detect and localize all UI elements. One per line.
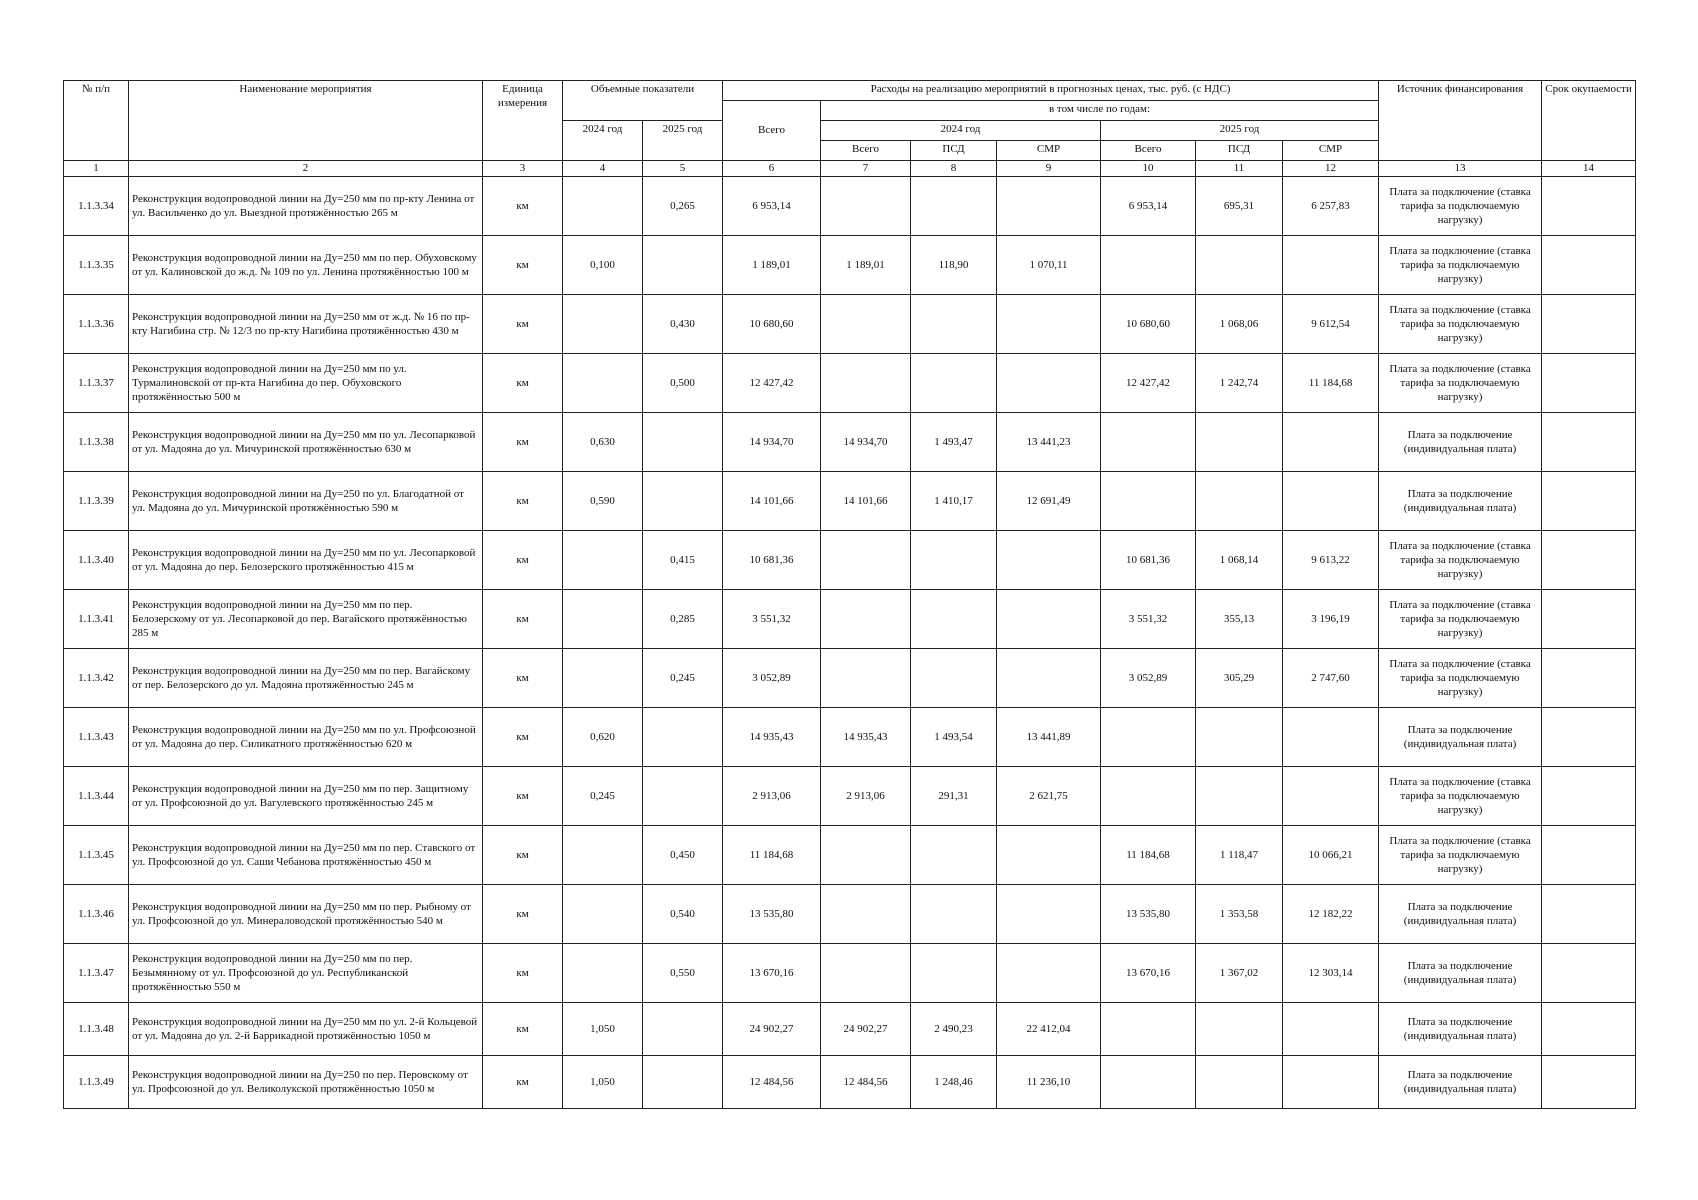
table-row (64, 649, 1636, 708)
cost-psd-2025: 1 118,47 (1196, 826, 1283, 885)
cost-psd-2025 (1196, 767, 1283, 826)
table-row (64, 826, 1636, 885)
volume-2025 (643, 708, 723, 767)
unit-cell: км (483, 531, 563, 590)
unit-cell: км (483, 236, 563, 295)
funding-source: Плата за подключение (индивидуальная плата) (1379, 708, 1542, 767)
volume-2025: 0,500 (643, 354, 723, 413)
payback-period (1542, 472, 1636, 531)
col-number: 11 (1196, 161, 1283, 177)
cost-psd-2025 (1196, 708, 1283, 767)
cost-total: 10 680,60 (723, 295, 821, 354)
table-row (64, 295, 1636, 354)
cost-smr-2024 (997, 590, 1101, 649)
cost-psd-2025: 1 367,02 (1196, 944, 1283, 1003)
measure-name: Реконструкция водопроводной линии на Ду=250 мм по ул. Лесопарковой от ул. Мадояна до пер. Белозерского протяжённостью 415 м (129, 531, 483, 590)
volume-2025: 0,430 (643, 295, 723, 354)
cost-psd-2025 (1196, 236, 1283, 295)
volume-2025 (643, 413, 723, 472)
header-smr-2025: СМР (1283, 141, 1379, 161)
cost-total: 3 551,32 (723, 590, 821, 649)
volume-2024 (563, 944, 643, 1003)
cost-smr-2024 (997, 944, 1101, 1003)
payback-period (1542, 295, 1636, 354)
col-number: 2 (129, 161, 483, 177)
cost-total-2024 (821, 944, 911, 1003)
cost-psd-2025: 355,13 (1196, 590, 1283, 649)
cost-total-2024: 2 913,06 (821, 767, 911, 826)
header-total: Всего (723, 101, 821, 161)
volume-2025 (643, 472, 723, 531)
investment-program-table (63, 80, 1636, 1109)
cost-smr-2024 (997, 177, 1101, 236)
cost-psd-2024 (911, 531, 997, 590)
cost-smr-2024 (997, 885, 1101, 944)
table-row (64, 767, 1636, 826)
cost-smr-2024 (997, 826, 1101, 885)
measure-name: Реконструкция водопроводной линии на Ду=250 мм по ул. 2-й Кольцевой от ул. Мадояна до ул. 2-й Баррикадной протяжённостью 1050 м (129, 1003, 483, 1056)
measure-name: Реконструкция водопроводной линии на Ду=250 мм по пер. Белозерскому от ул. Лесопарковой до пер. Вагайского протяжённостью 285 м (129, 590, 483, 649)
cost-psd-2024: 291,31 (911, 767, 997, 826)
cost-total: 11 184,68 (723, 826, 821, 885)
measure-name: Реконструкция водопроводной линии на Ду=250 мм от ж.д. № 16 по пр-кту Нагибина стр. № 12/3 по пр-кту Нагибина протяжённостью 430 м (129, 295, 483, 354)
payback-period (1542, 826, 1636, 885)
row-number: 1.1.3.40 (64, 531, 129, 590)
funding-source: Плата за подключение (индивидуальная плата) (1379, 1056, 1542, 1109)
payback-period (1542, 649, 1636, 708)
volume-2025: 0,265 (643, 177, 723, 236)
cost-total-2025 (1101, 413, 1196, 472)
cost-smr-2024: 12 691,49 (997, 472, 1101, 531)
volume-2024 (563, 177, 643, 236)
cost-total-2025: 11 184,68 (1101, 826, 1196, 885)
cost-total: 10 681,36 (723, 531, 821, 590)
cost-total-2024 (821, 885, 911, 944)
funding-source: Плата за подключение (индивидуальная плата) (1379, 885, 1542, 944)
cost-smr-2025: 11 184,68 (1283, 354, 1379, 413)
row-number: 1.1.3.46 (64, 885, 129, 944)
cost-total-2025 (1101, 236, 1196, 295)
cost-total: 12 484,56 (723, 1056, 821, 1109)
cost-psd-2024: 1 248,46 (911, 1056, 997, 1109)
measure-name: Реконструкция водопроводной линии на Ду=250 по пер. Перовскому от ул. Профсоюзной до ул. Великолукской протяжённостью 1050 м (129, 1056, 483, 1109)
cost-psd-2024 (911, 295, 997, 354)
cost-smr-2025: 9 613,22 (1283, 531, 1379, 590)
cost-psd-2025 (1196, 413, 1283, 472)
cost-total-2025 (1101, 1003, 1196, 1056)
col-number: 9 (997, 161, 1101, 177)
funding-source: Плата за подключение (ставка тарифа за подключаемую нагрузку) (1379, 767, 1542, 826)
volume-2025: 0,285 (643, 590, 723, 649)
cost-total-2024: 14 101,66 (821, 472, 911, 531)
measure-name: Реконструкция водопроводной линии на Ду=250 мм по пер. Рыбному от ул. Профсоюзной до ул. Минераловодской протяжённостью 540 м (129, 885, 483, 944)
unit-cell: км (483, 413, 563, 472)
header-name: Наименование мероприятия (129, 81, 483, 161)
cost-total: 13 670,16 (723, 944, 821, 1003)
cost-psd-2024 (911, 885, 997, 944)
cost-smr-2025: 2 747,60 (1283, 649, 1379, 708)
header-vol-2025: 2025 год (643, 121, 723, 161)
cost-total-2024 (821, 590, 911, 649)
payback-period (1542, 1003, 1636, 1056)
cost-psd-2025: 1 242,74 (1196, 354, 1283, 413)
cost-smr-2024: 13 441,89 (997, 708, 1101, 767)
table-row (64, 590, 1636, 649)
unit-cell: км (483, 354, 563, 413)
row-number: 1.1.3.42 (64, 649, 129, 708)
cost-psd-2024: 2 490,23 (911, 1003, 997, 1056)
cost-total-2024 (821, 295, 911, 354)
volume-2024 (563, 590, 643, 649)
volume-2025 (643, 1056, 723, 1109)
measure-name: Реконструкция водопроводной линии на Ду=250 мм по ул. Профсоюзной от ул. Мадояна до пер. Силикатного протяжённостью 620 м (129, 708, 483, 767)
unit-cell: км (483, 649, 563, 708)
table-row (64, 1003, 1636, 1056)
row-number: 1.1.3.41 (64, 590, 129, 649)
cost-total: 12 427,42 (723, 354, 821, 413)
cost-smr-2024: 13 441,23 (997, 413, 1101, 472)
funding-source: Плата за подключение (ставка тарифа за подключаемую нагрузку) (1379, 590, 1542, 649)
cost-total-2025 (1101, 767, 1196, 826)
cost-total-2024: 14 935,43 (821, 708, 911, 767)
cost-total-2024 (821, 177, 911, 236)
cost-total: 14 934,70 (723, 413, 821, 472)
cost-total-2025: 10 680,60 (1101, 295, 1196, 354)
cost-psd-2025: 1 353,58 (1196, 885, 1283, 944)
volume-2024: 1,050 (563, 1056, 643, 1109)
unit-cell: км (483, 295, 563, 354)
header-costs: Расходы на реализацию мероприятий в прогнозных ценах, тыс. руб. (с НДС) (723, 81, 1379, 101)
cost-total-2025 (1101, 472, 1196, 531)
payback-period (1542, 354, 1636, 413)
cost-total: 14 935,43 (723, 708, 821, 767)
row-number: 1.1.3.36 (64, 295, 129, 354)
cost-smr-2024 (997, 531, 1101, 590)
volume-2024: 0,620 (563, 708, 643, 767)
cost-smr-2025 (1283, 708, 1379, 767)
payback-period (1542, 531, 1636, 590)
table-row (64, 236, 1636, 295)
unit-cell: км (483, 590, 563, 649)
col-number: 8 (911, 161, 997, 177)
cost-total: 1 189,01 (723, 236, 821, 295)
header-psd-2024: ПСД (911, 141, 997, 161)
col-number: 6 (723, 161, 821, 177)
cost-psd-2024 (911, 354, 997, 413)
payback-period (1542, 885, 1636, 944)
cost-total: 24 902,27 (723, 1003, 821, 1056)
funding-source: Плата за подключение (ставка тарифа за подключаемую нагрузку) (1379, 354, 1542, 413)
cost-psd-2025: 1 068,06 (1196, 295, 1283, 354)
cost-psd-2024 (911, 177, 997, 236)
cost-psd-2024 (911, 826, 997, 885)
cost-psd-2024: 1 410,17 (911, 472, 997, 531)
cost-total-2024 (821, 354, 911, 413)
col-number: 13 (1379, 161, 1542, 177)
cost-total-2024: 14 934,70 (821, 413, 911, 472)
funding-source: Плата за подключение (ставка тарифа за подключаемую нагрузку) (1379, 295, 1542, 354)
cost-psd-2025: 1 068,14 (1196, 531, 1283, 590)
volume-2024: 0,245 (563, 767, 643, 826)
table-row (64, 177, 1636, 236)
table-row (64, 354, 1636, 413)
cost-smr-2025: 12 182,22 (1283, 885, 1379, 944)
unit-cell: км (483, 885, 563, 944)
cost-psd-2024: 118,90 (911, 236, 997, 295)
funding-source: Плата за подключение (ставка тарифа за подключаемую нагрузку) (1379, 826, 1542, 885)
row-number: 1.1.3.43 (64, 708, 129, 767)
volume-2024 (563, 354, 643, 413)
unit-cell: км (483, 708, 563, 767)
payback-period (1542, 944, 1636, 1003)
volume-2025 (643, 236, 723, 295)
payback-period (1542, 236, 1636, 295)
volume-2025: 0,450 (643, 826, 723, 885)
cost-smr-2024: 22 412,04 (997, 1003, 1101, 1056)
cost-psd-2025: 695,31 (1196, 177, 1283, 236)
cost-smr-2025: 6 257,83 (1283, 177, 1379, 236)
cost-smr-2024: 1 070,11 (997, 236, 1101, 295)
cost-smr-2025 (1283, 1003, 1379, 1056)
unit-cell: км (483, 767, 563, 826)
unit-cell: км (483, 177, 563, 236)
header-total-2024: Всего (821, 141, 911, 161)
table-row (64, 944, 1636, 1003)
col-number: 5 (643, 161, 723, 177)
row-number: 1.1.3.44 (64, 767, 129, 826)
cost-psd-2024 (911, 649, 997, 708)
cost-smr-2024 (997, 295, 1101, 354)
volume-2025: 0,245 (643, 649, 723, 708)
cost-total: 2 913,06 (723, 767, 821, 826)
header-volume: Объемные показатели (563, 81, 723, 121)
payback-period (1542, 767, 1636, 826)
row-number: 1.1.3.37 (64, 354, 129, 413)
cost-total-2025: 3 551,32 (1101, 590, 1196, 649)
header-payback: Срок окупаемости (1542, 81, 1636, 161)
table-body (64, 177, 1636, 1109)
cost-psd-2025 (1196, 1056, 1283, 1109)
payback-period (1542, 1056, 1636, 1109)
cost-psd-2025 (1196, 1003, 1283, 1056)
header-unit: Единица измерения (483, 81, 563, 161)
cost-smr-2025: 12 303,14 (1283, 944, 1379, 1003)
volume-2024 (563, 885, 643, 944)
cost-total-2024 (821, 531, 911, 590)
volume-2025: 0,550 (643, 944, 723, 1003)
cost-smr-2025 (1283, 236, 1379, 295)
funding-source: Плата за подключение (ставка тарифа за подключаемую нагрузку) (1379, 531, 1542, 590)
header-num: № п/п (64, 81, 129, 161)
table-row (64, 531, 1636, 590)
cost-total-2025: 10 681,36 (1101, 531, 1196, 590)
cost-smr-2025 (1283, 1056, 1379, 1109)
measure-name: Реконструкция водопроводной линии на Ду=250 по ул. Благодатной от ул. Мадояна до ул. Мичуринской протяжённостью 590 м (129, 472, 483, 531)
cost-total: 14 101,66 (723, 472, 821, 531)
measure-name: Реконструкция водопроводной линии на Ду=250 мм по пер. Обуховскому от ул. Калиновской до ж.д. № 109 по ул. Ленина протяжённостью 100 м (129, 236, 483, 295)
volume-2024 (563, 826, 643, 885)
cost-total-2025: 12 427,42 (1101, 354, 1196, 413)
header-year-2024: 2024 год (821, 121, 1101, 141)
col-number: 7 (821, 161, 911, 177)
payback-period (1542, 590, 1636, 649)
table-row (64, 708, 1636, 767)
measure-name: Реконструкция водопроводной линии на Ду=250 мм по ул. Турмалиновской от пр-кта Нагибина до пер. Обуховского протяжённостью 500 м (129, 354, 483, 413)
volume-2024 (563, 531, 643, 590)
cost-total-2025: 13 535,80 (1101, 885, 1196, 944)
cost-total-2025: 3 052,89 (1101, 649, 1196, 708)
cost-smr-2025: 9 612,54 (1283, 295, 1379, 354)
col-number: 4 (563, 161, 643, 177)
funding-source: Плата за подключение (индивидуальная плата) (1379, 472, 1542, 531)
cost-psd-2024: 1 493,47 (911, 413, 997, 472)
cost-psd-2025 (1196, 472, 1283, 531)
cost-smr-2024 (997, 649, 1101, 708)
header-total-2025: Всего (1101, 141, 1196, 161)
volume-2025 (643, 1003, 723, 1056)
measure-name: Реконструкция водопроводной линии на Ду=250 мм по пер. Ставского от ул. Профсоюзной до ул. Саши Чебанова протяжённостью 450 м (129, 826, 483, 885)
header-smr-2024: СМР (997, 141, 1101, 161)
funding-source: Плата за подключение (ставка тарифа за подключаемую нагрузку) (1379, 236, 1542, 295)
cost-psd-2024 (911, 590, 997, 649)
cost-smr-2025: 10 066,21 (1283, 826, 1379, 885)
volume-2024: 0,100 (563, 236, 643, 295)
header-by-years: в том числе по годам: (821, 101, 1379, 121)
volume-2025: 0,415 (643, 531, 723, 590)
measure-name: Реконструкция водопроводной линии на Ду=250 мм по пер. Вагайскому от пер. Белозерского до ул. Мадояна протяжённостью 245 м (129, 649, 483, 708)
row-number: 1.1.3.45 (64, 826, 129, 885)
table-row (64, 885, 1636, 944)
cost-total-2024: 24 902,27 (821, 1003, 911, 1056)
volume-2024: 1,050 (563, 1003, 643, 1056)
header-year-2025: 2025 год (1101, 121, 1379, 141)
cost-smr-2025 (1283, 413, 1379, 472)
funding-source: Плата за подключение (ставка тарифа за подключаемую нагрузку) (1379, 177, 1542, 236)
unit-cell: км (483, 1003, 563, 1056)
cost-total-2025 (1101, 1056, 1196, 1109)
funding-source: Плата за подключение (ставка тарифа за подключаемую нагрузку) (1379, 649, 1542, 708)
volume-2024: 0,630 (563, 413, 643, 472)
unit-cell: км (483, 944, 563, 1003)
table-row (64, 1056, 1636, 1109)
row-number: 1.1.3.49 (64, 1056, 129, 1109)
cost-total: 6 953,14 (723, 177, 821, 236)
cost-total: 3 052,89 (723, 649, 821, 708)
unit-cell: км (483, 1056, 563, 1109)
col-number: 1 (64, 161, 129, 177)
cost-total-2024 (821, 649, 911, 708)
payback-period (1542, 413, 1636, 472)
cost-smr-2025 (1283, 767, 1379, 826)
table-row (64, 413, 1636, 472)
cost-psd-2024: 1 493,54 (911, 708, 997, 767)
cost-psd-2025: 305,29 (1196, 649, 1283, 708)
header-source: Источник финансирования (1379, 81, 1542, 161)
cost-smr-2024: 2 621,75 (997, 767, 1101, 826)
funding-source: Плата за подключение (индивидуальная плата) (1379, 944, 1542, 1003)
measure-name: Реконструкция водопроводной линии на Ду=250 мм по пер. Защитному от ул. Профсоюзной до ул. Вагулевского протяжённостью 245 м (129, 767, 483, 826)
volume-2024 (563, 295, 643, 354)
col-number: 10 (1101, 161, 1196, 177)
cost-total: 13 535,80 (723, 885, 821, 944)
cost-smr-2025 (1283, 472, 1379, 531)
row-number: 1.1.3.39 (64, 472, 129, 531)
cost-total-2025 (1101, 708, 1196, 767)
cost-total-2024: 12 484,56 (821, 1056, 911, 1109)
table-row (64, 472, 1636, 531)
measure-name: Реконструкция водопроводной линии на Ду=250 мм по пр-кту Ленина от ул. Васильченко до ул. Выездной протяжённостью 265 м (129, 177, 483, 236)
cost-smr-2024 (997, 354, 1101, 413)
header-vol-2024: 2024 год (563, 121, 643, 161)
cost-total-2024: 1 189,01 (821, 236, 911, 295)
row-number: 1.1.3.48 (64, 1003, 129, 1056)
payback-period (1542, 177, 1636, 236)
payback-period (1542, 708, 1636, 767)
volume-2025 (643, 767, 723, 826)
row-number: 1.1.3.34 (64, 177, 129, 236)
funding-source: Плата за подключение (индивидуальная плата) (1379, 1003, 1542, 1056)
row-number: 1.1.3.35 (64, 236, 129, 295)
measure-name: Реконструкция водопроводной линии на Ду=250 мм по ул. Лесопарковой от ул. Мадояна до ул. Мичуринской протяжённостью 630 м (129, 413, 483, 472)
unit-cell: км (483, 826, 563, 885)
cost-smr-2024: 11 236,10 (997, 1056, 1101, 1109)
cost-total-2025: 6 953,14 (1101, 177, 1196, 236)
column-numbers-row (64, 161, 1636, 177)
funding-source: Плата за подключение (индивидуальная плата) (1379, 413, 1542, 472)
volume-2025: 0,540 (643, 885, 723, 944)
cost-total-2024 (821, 826, 911, 885)
row-number: 1.1.3.47 (64, 944, 129, 1003)
header-psd-2025: ПСД (1196, 141, 1283, 161)
col-number: 12 (1283, 161, 1379, 177)
unit-cell: км (483, 472, 563, 531)
cost-smr-2025: 3 196,19 (1283, 590, 1379, 649)
cost-total-2025: 13 670,16 (1101, 944, 1196, 1003)
measure-name: Реконструкция водопроводной линии на Ду=250 мм по пер. Безымянному от ул. Профсоюзной до ул. Республиканской протяжённостью 550 м (129, 944, 483, 1003)
col-number: 3 (483, 161, 563, 177)
cost-psd-2024 (911, 944, 997, 1003)
volume-2024: 0,590 (563, 472, 643, 531)
col-number: 14 (1542, 161, 1636, 177)
volume-2024 (563, 649, 643, 708)
row-number: 1.1.3.38 (64, 413, 129, 472)
